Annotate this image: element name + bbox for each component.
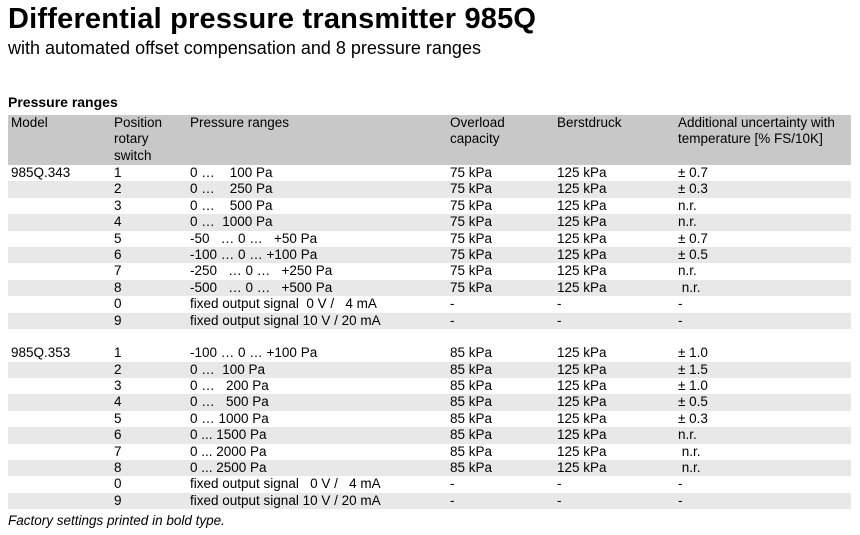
position-cell: 6 [114, 427, 122, 443]
uncertainty-cell: n.r. [678, 279, 701, 295]
position-cell: 3 [114, 378, 122, 394]
page-subtitle: with automated offset compensation and 8 pressure ranges [8, 38, 481, 58]
uncertainty-cell: ± 1.5 [678, 361, 708, 377]
overload-cell: - [450, 476, 455, 492]
table-row [8, 280, 851, 296]
model-cell [8, 214, 111, 230]
uncertainty-cell: ± 0.7 [678, 165, 708, 180]
burst-cell: 125 kPa [557, 279, 607, 295]
burst-cell: 125 kPa [557, 460, 607, 476]
overload-cell: 75 kPa [450, 263, 493, 279]
overload-cell: 85 kPa [450, 460, 493, 476]
range-cell: fixed output signal 10 V / 20 mA [190, 312, 381, 328]
position-cell: 5 [114, 410, 122, 426]
position-cell: 2 [114, 361, 122, 377]
model-cell [8, 427, 111, 443]
uncertainty-cell: ± 0.5 [678, 246, 708, 262]
table-row [8, 214, 851, 230]
uncertainty-cell: n.r. [678, 443, 701, 459]
pressure-ranges-table [8, 115, 851, 509]
burst-cell: 125 kPa [557, 246, 607, 262]
range-cell: -100 … 0 … +100 Pa [190, 246, 318, 262]
table-row [8, 444, 851, 460]
burst-cell: 125 kPa [557, 427, 607, 443]
model-cell [8, 313, 111, 329]
burst-cell: 125 kPa [557, 345, 607, 361]
model-cell [8, 247, 111, 263]
burst-cell: 125 kPa [557, 214, 607, 230]
overload-cell: - [450, 312, 455, 328]
position-cell: 4 [114, 214, 122, 230]
model-cell [8, 394, 111, 410]
burst-cell: 125 kPa [557, 263, 607, 279]
header-position: Position rotary switch [114, 115, 163, 163]
range-cell: 0 … 250 Pa [190, 181, 273, 197]
burst-cell: 125 kPa [557, 394, 607, 410]
uncertainty-cell: ± 0.3 [678, 410, 708, 426]
range-cell: 0 … 100 Pa [190, 361, 266, 377]
position-cell: 8 [114, 460, 122, 476]
header-overload: Overload capacity [450, 115, 505, 147]
table-row [8, 378, 851, 394]
overload-cell: 75 kPa [450, 246, 493, 262]
overload-cell: - [450, 492, 455, 508]
model-cell [8, 181, 111, 197]
model-cell [8, 411, 111, 427]
range-cell: 0 … 1000 Pa [190, 214, 273, 230]
overload-cell: 75 kPa [450, 165, 493, 180]
range-cell: 0 … 1000 Pa [190, 410, 269, 426]
table-row [8, 394, 851, 410]
uncertainty-cell: - [678, 312, 683, 328]
section-heading: Pressure ranges [8, 94, 118, 110]
header-ranges: Pressure ranges [190, 115, 290, 130]
range-cell: fixed output signal 10 V / 20 mA [190, 492, 381, 508]
table-row [8, 476, 851, 492]
range-cell: 0 … 500 Pa [190, 394, 269, 410]
model-cell [8, 362, 111, 378]
table-row [8, 181, 851, 197]
uncertainty-cell: ± 0.3 [678, 181, 708, 197]
model-cell: 985Q.353 [11, 345, 71, 361]
model-cell [8, 296, 111, 312]
uncertainty-cell: - [678, 296, 683, 312]
model-cell [8, 263, 111, 279]
table-row [8, 493, 851, 509]
position-cell: 7 [114, 443, 122, 459]
model-cell: 985Q.343 [11, 165, 71, 180]
table-row [8, 460, 851, 476]
range-cell: fixed output signal 0 V / 4 mA [190, 476, 381, 492]
table-row [8, 165, 851, 181]
range-cell: 0 ... 1500 Pa [190, 427, 267, 443]
range-cell: -100 … 0 … +100 Pa [190, 345, 318, 361]
overload-cell: 75 kPa [450, 181, 493, 197]
page-title: Differential pressure transmitter 985Q [8, 3, 537, 35]
position-cell: 5 [114, 230, 122, 246]
model-cell [8, 231, 111, 247]
burst-cell: 125 kPa [557, 378, 607, 394]
table-row [8, 313, 851, 329]
model-cell [8, 460, 111, 476]
model-cell [8, 198, 111, 214]
position-cell: 6 [114, 246, 122, 262]
overload-cell: 85 kPa [450, 378, 493, 394]
position-cell: 9 [114, 492, 122, 508]
model-cell [8, 378, 111, 394]
overload-cell: 85 kPa [450, 427, 493, 443]
uncertainty-cell: - [678, 476, 683, 492]
range-cell: 0 … 500 Pa [190, 197, 273, 213]
table-row [8, 296, 851, 312]
range-cell: -250 … 0 … +250 Pa [190, 263, 333, 279]
position-cell: 9 [114, 312, 122, 328]
overload-cell: 85 kPa [450, 361, 493, 377]
position-cell: 3 [114, 197, 122, 213]
range-cell: 0 … 200 Pa [190, 378, 269, 394]
table-row [8, 411, 851, 427]
uncertainty-cell: ± 1.0 [678, 378, 708, 394]
range-cell: 0 … 100 Pa [190, 165, 273, 180]
header-uncertainty: Additional uncertainty with temperature [% FS/10K] [678, 115, 835, 147]
uncertainty-cell: ± 0.5 [678, 394, 708, 410]
burst-cell: - [557, 312, 562, 328]
overload-cell: 75 kPa [450, 230, 493, 246]
uncertainty-cell: n.r. [678, 197, 697, 213]
overload-cell: 85 kPa [450, 410, 493, 426]
header-burst: Berstdruck [557, 115, 622, 130]
header-model: Model [11, 115, 48, 130]
overload-cell: - [450, 296, 455, 312]
table-row [8, 231, 851, 247]
uncertainty-cell: n.r. [678, 263, 697, 279]
burst-cell: 125 kPa [557, 181, 607, 197]
overload-cell: 75 kPa [450, 279, 493, 295]
uncertainty-cell: n.r. [678, 214, 697, 230]
footnote: Factory settings printed in bold type. [8, 513, 225, 528]
position-cell: 1 [114, 345, 122, 361]
position-cell: 1 [114, 165, 122, 180]
burst-cell: 125 kPa [557, 230, 607, 246]
burst-cell: - [557, 296, 562, 312]
range-cell: -50 … 0 … +50 Pa [190, 230, 318, 246]
position-cell: 4 [114, 394, 122, 410]
burst-cell: - [557, 492, 562, 508]
table-body [8, 165, 851, 509]
overload-cell: 75 kPa [450, 214, 493, 230]
position-cell: 2 [114, 181, 122, 197]
model-cell [8, 280, 111, 296]
position-cell: 0 [114, 296, 122, 312]
table-row [8, 263, 851, 279]
position-cell: 0 [114, 476, 122, 492]
burst-cell: 125 kPa [557, 443, 607, 459]
overload-cell: 85 kPa [450, 443, 493, 459]
uncertainty-cell: n.r. [678, 427, 697, 443]
range-cell: 0 ... 2000 Pa [190, 443, 267, 459]
group-spacer [8, 329, 851, 345]
overload-cell: 85 kPa [450, 345, 493, 361]
table-header [8, 115, 851, 165]
overload-cell: 85 kPa [450, 394, 493, 410]
range-cell: -500 … 0 … +500 Pa [190, 279, 333, 295]
burst-cell: 125 kPa [557, 197, 607, 213]
table-row [8, 198, 851, 214]
uncertainty-cell: ± 1.0 [678, 345, 708, 361]
burst-cell: - [557, 476, 562, 492]
model-cell [8, 493, 111, 509]
range-cell: fixed output signal 0 V / 4 mA [190, 296, 377, 312]
uncertainty-cell: ± 0.7 [678, 230, 708, 246]
overload-cell: 75 kPa [450, 197, 493, 213]
table-row [8, 427, 851, 443]
position-cell: 7 [114, 263, 122, 279]
uncertainty-cell: n.r. [678, 460, 701, 476]
table-row [8, 247, 851, 263]
burst-cell: 125 kPa [557, 165, 607, 180]
position-cell: 8 [114, 279, 122, 295]
table-row [8, 362, 851, 378]
model-cell [8, 476, 111, 492]
uncertainty-cell: - [678, 492, 683, 508]
burst-cell: 125 kPa [557, 410, 607, 426]
table-row [8, 345, 851, 361]
burst-cell: 125 kPa [557, 361, 607, 377]
model-cell [8, 444, 111, 460]
range-cell: 0 ... 2500 Pa [190, 460, 267, 476]
